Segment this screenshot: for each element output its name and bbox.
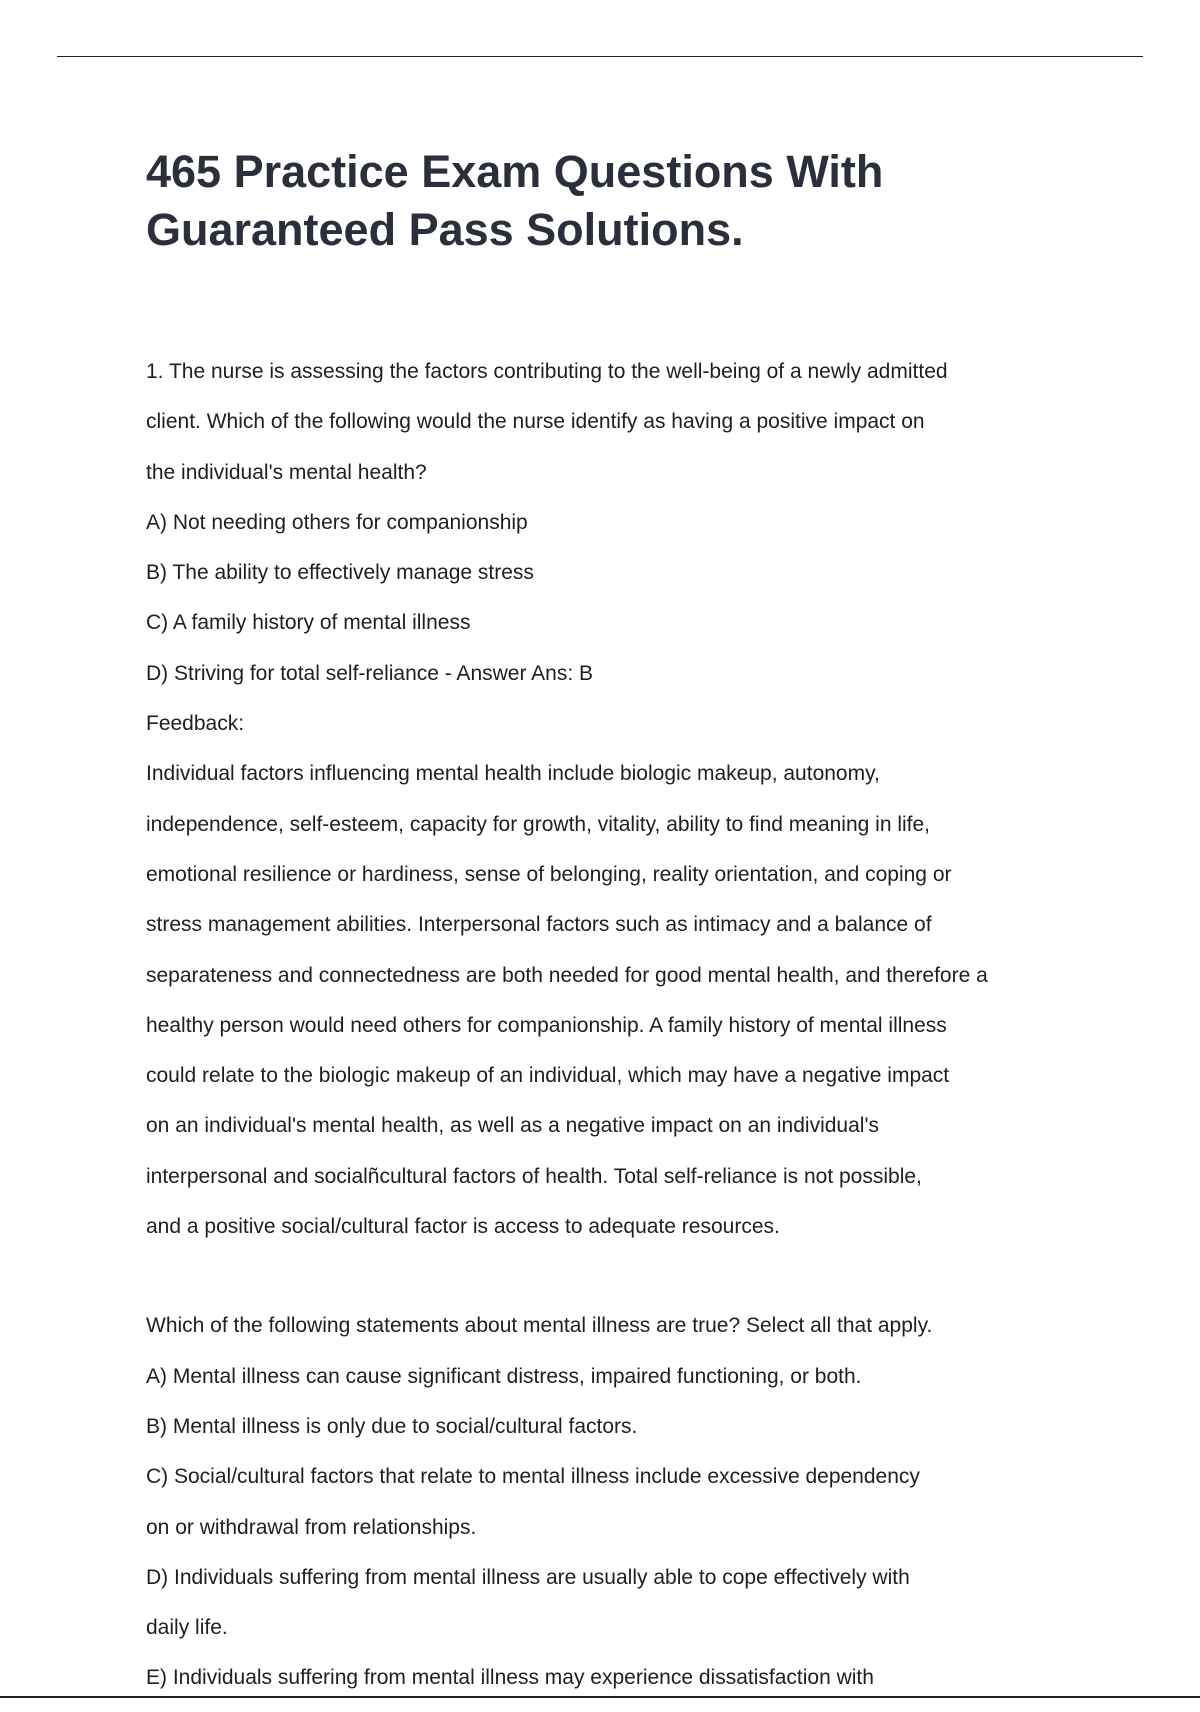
- question-2: [146, 1309, 1106, 1711]
- answer-option-c-continued: on or withdrawal from relationships.: [146, 1515, 477, 1539]
- question-stem-line: the individual's mental health?: [146, 460, 427, 484]
- question-stem-line: 1. The nurse is assessing the factors contributing to the well-being of a newly admitted: [146, 360, 948, 383]
- feedback-line: independence, self-esteem, capacity for growth, vitality, ability to find meaning in life,: [146, 812, 931, 836]
- question-stem-line: client. Which of the following would the nurse identify as having a positive impact on: [146, 410, 925, 434]
- feedback-line: stress management abilities. Interpersonal factors such as intimacy and a balance of: [146, 913, 932, 937]
- answer-option-d-continued: daily life.: [146, 1616, 228, 1640]
- feedback-line: Individual factors influencing mental health include biologic makeup, autonomy,: [146, 762, 880, 786]
- document-body: [146, 355, 1106, 1712]
- feedback-label: Feedback:: [146, 712, 245, 736]
- title-line-2: Guaranteed Pass Solutions.: [146, 204, 744, 255]
- answer-option-a: A) Not needing others for companionship: [146, 510, 528, 534]
- document-title: [146, 143, 1106, 259]
- feedback-line: and a positive social/cultural factor is access to adequate resources.: [146, 1215, 780, 1239]
- answer-option-e: E) Individuals suffering from mental illness may experience dissatisfaction with: [146, 1666, 874, 1690]
- answer-option-b: B) The ability to effectively manage stress: [146, 561, 534, 585]
- top-rule: [57, 56, 1143, 57]
- feedback-line: emotional resilience or hardiness, sense of belonging, reality orientation, and coping or: [146, 862, 952, 886]
- feedback-line: on an individual's mental health, as well as a negative impact on an individual's: [146, 1114, 879, 1138]
- feedback-line: could relate to the biologic makeup of an individual, which may have a negative impact: [146, 1064, 950, 1088]
- answer-option-c: C) A family history of mental illness: [146, 611, 471, 635]
- feedback-line: interpersonal and socialñcultural factors of health. Total self-reliance is not possible,: [146, 1164, 922, 1188]
- feedback-line: healthy person would need others for companionship. A family history of mental illness: [146, 1013, 947, 1037]
- answer-option-b: B) Mental illness is only due to social/cultural factors.: [146, 1414, 638, 1438]
- feedback-line: separateness and connectedness are both needed for good mental health, and therefore a: [146, 963, 988, 987]
- answer-option-d: D) Individuals suffering from mental illness are usually able to cope effectively with: [146, 1565, 910, 1589]
- question-stem-line: Which of the following statements about mental illness are true? Select all that apply.: [146, 1314, 933, 1338]
- question-1: [146, 355, 1106, 1260]
- bottom-rule: [0, 1696, 1200, 1698]
- title-line-1: 465 Practice Exam Questions With: [146, 146, 884, 197]
- answer-option-a: A) Mental illness can cause significant distress, impaired functioning, or both.: [146, 1364, 862, 1388]
- answer-option-d: D) Striving for total self-reliance - Answer Ans: B: [146, 661, 593, 685]
- section-gap: [146, 1260, 1106, 1309]
- answer-option-c: C) Social/cultural factors that relate to mental illness include excessive dependency: [146, 1465, 920, 1489]
